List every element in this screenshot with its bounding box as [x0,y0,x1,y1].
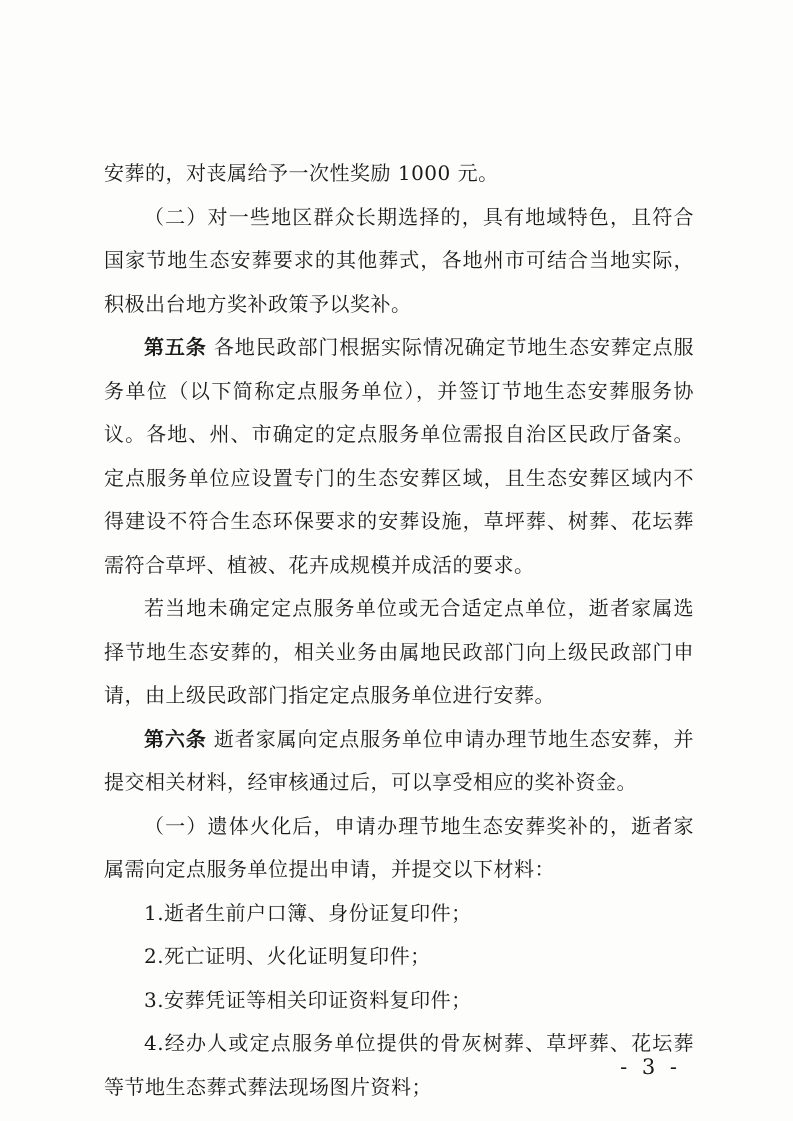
paragraph-text: 2.死亡证明、火化证明复印件； [144,944,431,968]
paragraph-p-cont [104,152,694,196]
paragraph-text: 逝者家属向定点服务单位申请办理节地生态安葬，并提交相关材料，经审核通过后，可以享受相应的奖补资金。 [104,726,694,794]
paragraph-p-art5b [104,587,694,718]
document-body [104,152,694,1109]
paragraph-p-item2 [104,196,694,327]
paragraph-text: 安葬的，对丧属给予一次性奖励 1000 元。 [104,161,499,185]
paragraph-p-item1 [104,805,694,892]
article-heading: 第六条 [144,726,207,751]
paragraph-text: 4.经办人或定点服务单位提供的骨灰树葬、草坪葬、花坛葬等节地生态葬式葬法现场图片资料； [104,1031,694,1099]
paragraph-text: 各地民政部门根据实际情况确定节地生态安葬定点服务单位（以下简称定点服务单位），并签订节地生态安葬服务协议。各地、州、市确定的定点服务单位需报自治区民政厅备案。定点服务单位应设置专门的生态安葬区域，且生态安葬区域内不得建设不符合生态环保要求的安葬设施，草坪葬、树葬、花坛葬需符合草坪、植被、花卉成规模并成活的要求。 [104,335,694,577]
article-heading: 第五条 [144,335,207,359]
paragraph-text: （一）遗体火化后，申请办理节地生态安葬奖补的，逝者家属需向定点服务单位提出申请，并提交以下材料： [104,813,694,881]
paragraph-text: 1.逝者生前户口簿、身份证复印件； [144,900,472,925]
paragraph-p-list2 [104,935,694,979]
paragraph-p-art5 [104,326,694,587]
paragraph-p-list4 [104,1022,694,1109]
paragraph-text: （二）对一些地区群众长期选择的，具有地域特色，且符合国家节地生态安葬要求的其他葬式，各地州市可结合当地实际，积极出台地方奖补政策予以奖补。 [104,204,694,316]
paragraph-p-art6 [104,718,694,805]
paragraph-text: 3.安葬凭证等相关印证资料复印件； [144,987,472,1012]
page-number: - 3 - [620,1055,681,1079]
paragraph-p-list1 [104,892,694,936]
paragraph-p-list3 [104,979,694,1023]
paragraph-text: 若当地未确定定点服务单位或无合适定点单位，逝者家属选择节地生态安葬的，相关业务由属地民政部门向上级民政部门申请，由上级民政部门指定定点服务单位进行安葬。 [104,596,694,707]
